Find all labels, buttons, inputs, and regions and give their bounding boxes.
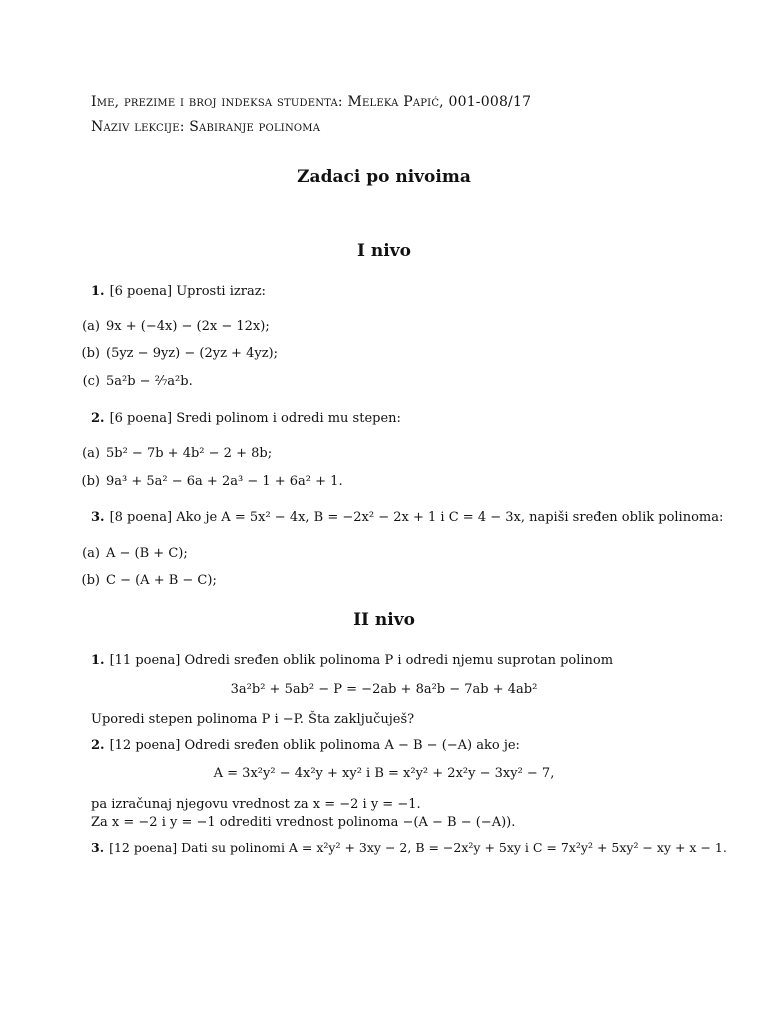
item-expression: (5yz − 9yz) − (2yz + 4yz); <box>106 346 278 361</box>
task-text: [6 poena] Sredi polinom i odredi mu stepen: <box>109 411 401 426</box>
task-number: 1. <box>91 653 105 668</box>
task-1-1 <box>91 284 266 299</box>
item-label: (b) <box>81 346 100 361</box>
item-expression: 9a³ + 5a² − 6a + 2a³ − 1 + 6a² + 1. <box>106 474 343 489</box>
task-number: 3. <box>91 840 105 855</box>
task-2-2 <box>91 738 520 753</box>
task-followup-text: Uporedi stepen polinoma P i −P. Šta zaključuješ? <box>91 712 415 727</box>
item-label: (c) <box>82 374 100 389</box>
task-text: [12 poena] Dati su polinomi A = x²y² + 3xy − 2, B = −2x²y + 5xy i C = 7x²y² + 5xy² − xy + x − 1. <box>109 840 727 855</box>
student-info-line: Ime, prezime i broj indeksa studenta: Meleka Papić, 001-008/17 <box>91 94 532 110</box>
task-2-1 <box>91 653 613 668</box>
item-expression: 9x + (−4x) − (2x − 12x); <box>106 319 270 334</box>
lesson-name-line: Naziv lekcije: Sabiranje polinoma <box>91 119 321 135</box>
task-text: [6 poena] Uprosti izraz: <box>109 284 266 299</box>
list-item <box>74 374 193 389</box>
display-formula: 3a²b² + 5ab² − P = −2ab + 8a²b − 7ab + 4ab² <box>230 682 538 697</box>
task-text: [8 poena] Ako je A = 5x² − 4x, B = −2x² − 2x + 1 i C = 4 − 3x, napiši sređen oblik polinoma: <box>109 510 724 525</box>
task-number: 1. <box>91 284 105 299</box>
item-expression: 5b² − 7b + 4b² − 2 + 8b; <box>106 446 273 461</box>
display-formula: A = 3x²y² − 4x²y + xy² i B = x²y² + 2x²y − 3xy² − 7, <box>213 766 555 781</box>
task-number: 3. <box>91 510 105 525</box>
task-number: 2. <box>91 411 105 426</box>
list-item <box>74 346 278 361</box>
level-2-heading: II nivo <box>353 610 415 630</box>
item-label: (a) <box>82 446 100 461</box>
list-item <box>74 474 343 489</box>
item-expression: C − (A + B − C); <box>106 573 217 588</box>
level-1-heading: I nivo <box>357 241 411 261</box>
task-1-3 <box>91 510 723 525</box>
item-label: (b) <box>81 573 100 588</box>
task-2-3 <box>91 840 727 855</box>
document-title: Zadaci po nivoima <box>297 167 471 187</box>
task-followup-text: Za x = −2 i y = −1 odrediti vrednost polinoma −(A − B − (−A)). <box>91 815 516 830</box>
list-item <box>74 319 270 334</box>
item-label: (a) <box>82 319 100 334</box>
item-label: (a) <box>82 546 100 561</box>
task-followup-text: pa izračunaj njegovu vrednost za x = −2 i y = −1. <box>91 797 421 812</box>
list-item <box>74 573 217 588</box>
item-expression: A − (B + C); <box>106 546 188 561</box>
list-item <box>74 446 272 461</box>
task-text: [11 poena] Odredi sređen oblik polinoma P i odredi njemu suprotan polinom <box>109 653 614 668</box>
task-text: [12 poena] Odredi sređen oblik polinoma A − B − (−A) ako je: <box>109 738 520 753</box>
task-1-2 <box>91 411 401 426</box>
item-expression: 5a²b − ²⁄₇a²b. <box>106 374 193 389</box>
task-number: 2. <box>91 738 105 753</box>
item-label: (b) <box>81 474 100 489</box>
list-item <box>74 546 188 561</box>
